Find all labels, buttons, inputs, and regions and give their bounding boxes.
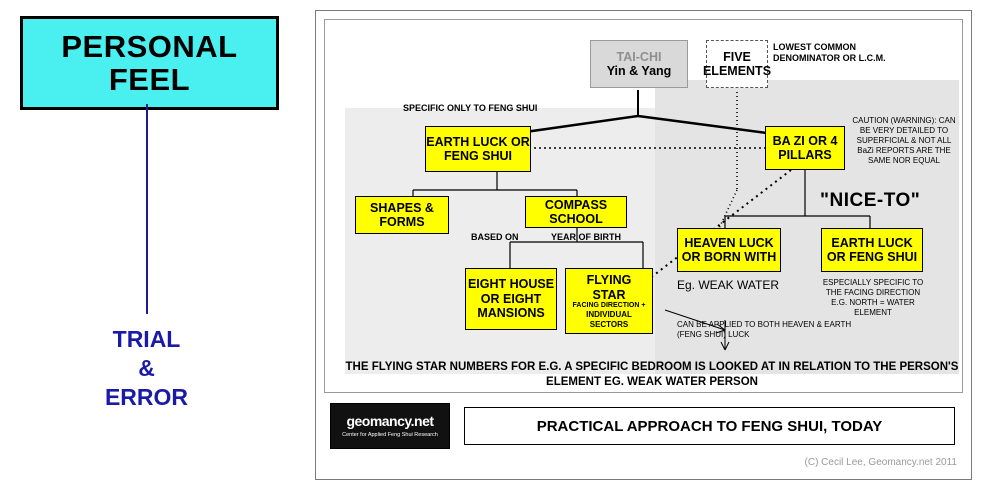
node-eight-house[interactable] <box>465 268 557 330</box>
ba-zi-label: BA ZI OR 4 PILLARS <box>772 133 838 162</box>
based-on-label: BASED ON <box>471 232 519 242</box>
specific-only-note: SPECIFIC ONLY TO FENG SHUI <box>403 103 538 113</box>
trial-and-error-label: TRIAL & ERROR <box>104 326 189 410</box>
nice-to-label: "NICE-TO" <box>820 190 921 211</box>
personal-feel-label: PERSONAL FEEL <box>61 28 238 97</box>
year-of-birth-label: YEAR OF BIRTH <box>551 232 622 242</box>
node-compass-school[interactable] <box>525 196 627 228</box>
caution-note: CAUTION (WARNING): CAN BE VERY DETAILED TO SUPERFICIAL & NOT ALL BaZi REPORTS ARE THE SAME NOR EQUAL <box>852 116 956 165</box>
compass-school-label: COMPASS SCHOOL <box>544 197 608 226</box>
tai-chi-title: TAI-CHI <box>616 49 662 64</box>
earth-luck-right-label: EARTH LUCK OR FENG SHUI <box>826 235 918 264</box>
node-five-elements[interactable] <box>702 40 772 88</box>
shapes-forms-label: SHAPES & FORMS <box>370 200 434 229</box>
flying-star-label: FLYING STAR <box>586 273 632 302</box>
eight-house-label: EIGHT HOUSE OR EIGHT MANSIONS <box>467 277 555 321</box>
node-tai-chi[interactable] <box>590 40 688 88</box>
earth-luck-left-label: EARTH LUCK OR FENG SHUI <box>426 134 530 163</box>
lowest-common-denominator-note: LOWEST COMMON DENOMINATOR OR L.C.M. <box>773 42 886 63</box>
node-heaven-luck[interactable] <box>677 228 781 272</box>
geomancy-logo[interactable] <box>330 403 450 449</box>
can-be-applied-note: CAN BE APPLIED TO BOTH HEAVEN & EARTH (FENG SHUI) LUCK <box>677 320 852 339</box>
node-shapes-forms[interactable] <box>355 196 449 234</box>
logo-main-text: geomancy.net <box>346 413 434 430</box>
flying-star-sub1: FACING DIRECTION + <box>572 302 646 310</box>
node-ba-zi[interactable] <box>765 126 845 170</box>
diagram-panel <box>315 10 972 480</box>
copyright-label: (C) Cecil Lee, Geomancy.net 2011 <box>804 457 957 468</box>
node-earth-luck-left[interactable] <box>425 126 531 172</box>
diagram-footer <box>330 403 955 449</box>
diagram-inner-frame <box>324 19 963 393</box>
flying-star-bottom-note: THE FLYING STAR NUMBERS FOR E.G. A SPECIFIC BEDROOM IS LOOKED AT IN RELATION TO THE PERSON'S ELEMENT EG. WEAK WATER PERSON <box>345 361 959 388</box>
five-elements-label: FIVE ELEMENTS <box>702 49 772 78</box>
footer-title: PRACTICAL APPROACH TO FENG SHUI, TODAY <box>464 407 955 445</box>
flying-star-sub2: INDIVIDUAL SECTORS <box>586 310 632 329</box>
especially-specific-note: ESPECIALLY SPECIFIC TO THE FACING DIRECTION E.G. NORTH = WATER ELEMENT <box>822 278 924 317</box>
eg-weak-water-label: Eg. WEAK WATER <box>677 278 780 292</box>
logo-sub-text: Center for Applied Feng Shui Research <box>342 431 438 438</box>
node-flying-star[interactable] <box>565 268 653 334</box>
node-earth-luck-right[interactable] <box>821 228 923 272</box>
personal-feel-box <box>20 16 279 110</box>
tai-chi-subtitle: Yin & Yang <box>606 64 672 78</box>
heaven-luck-label: HEAVEN LUCK OR BORN WITH <box>681 235 777 264</box>
connector-stem <box>146 104 148 314</box>
